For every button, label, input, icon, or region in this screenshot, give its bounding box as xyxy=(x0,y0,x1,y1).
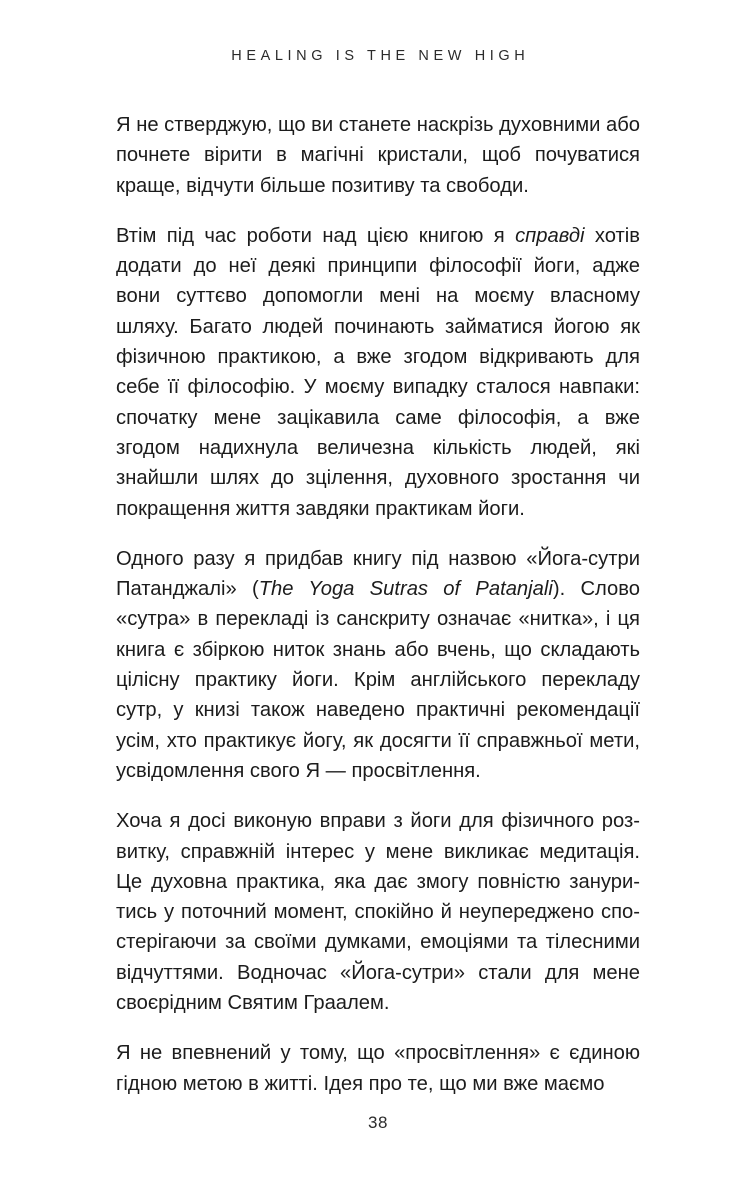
paragraph: Я не впевнений у тому, що «просвітлення» є єдиною гідною метою в житті. Ідея про те, що ми вже маємо xyxy=(116,1042,640,1095)
paragraph xyxy=(116,221,640,524)
italic-run: The Yoga Sutras of Patanjali xyxy=(258,578,553,601)
page-number: 38 xyxy=(368,1113,388,1132)
paragraph: Хоча я досі виконую вправи з йоги для фізичного розвитку, справжній інтерес у мене викликає медитація. Це духовна практика, яка дає змогу повністю зануритись у поточний момент, спокійно й неупереджено спостерігаючи за своїми думками, емоціями та тілесними відчуттями. Водночас «Йога-сутри» стали для мене своєрідним Святим Граалем. xyxy=(116,810,640,1015)
running-head: HEALING IS THE NEW HIGH xyxy=(231,48,530,64)
paragraph: Я не стверджую, що ви станете наскрізь духовними або почнете вірити в магічні кристали, щоб почуватися краще, відчути більше позитиву та свободи. xyxy=(116,114,640,197)
text-run: Одного разу я придбав книгу під назвою «Йога-сутри Патанджалі» ( xyxy=(116,547,640,601)
text-run: Втім під час роботи над цією книгою я xyxy=(116,224,516,247)
text-run: хотів додати до неї деякі принципи філософії йоги, адже вони суттєво допомогли мені на моєму власному шляху. Багато людей починають займатися йогою як фізичною практикою, а вже згодом відкривають для себе її філософію. У моєму випадку сталося навпаки: спочатку мене зацікавила саме філософія, а вже згодом надихнула величезна кількість людей, які знайшли шлях до зцілення, духовного зростання чи покращення життя завдяки практикам йоги. xyxy=(116,224,640,520)
text-run: ). Слово «сутра» в перекладі із санскриту означає «нитка», і ця книга є збіркою ниток знань або вчень, що складають цілісну практику йоги. Крім англійського перекладу сутр, у книзі також наведено практичні рекомендації усім, хто практикує йогу, як досягти її справжньої мети, усвідомлення свого Я — просвітлення. xyxy=(116,578,640,782)
body-text-column xyxy=(116,110,640,1099)
italic-run: справді xyxy=(515,224,585,247)
paragraph xyxy=(116,544,640,786)
